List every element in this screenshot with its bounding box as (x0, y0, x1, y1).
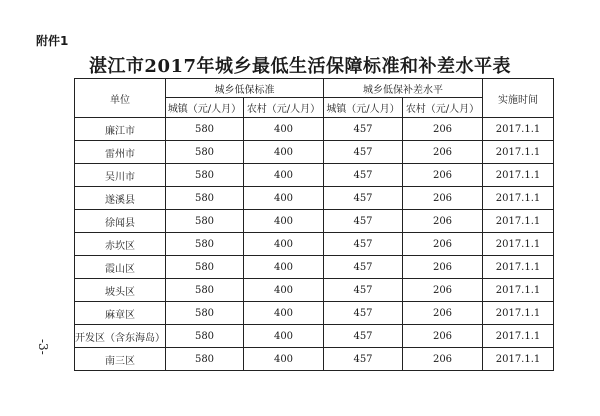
cell-urban-subsidy: 457 (324, 164, 403, 187)
cell-date: 2017.1.1 (483, 302, 554, 325)
cell-unit: 吴川市 (75, 164, 166, 187)
table-row (75, 256, 554, 279)
table-row (75, 302, 554, 325)
header-rural-standard: 农村（元/人月） (244, 98, 324, 118)
cell-date: 2017.1.1 (483, 187, 554, 210)
table-row (75, 164, 554, 187)
attachment-label: 附件1 (36, 34, 69, 48)
cell-urban-subsidy: 457 (324, 348, 403, 371)
cell-urban-subsidy: 457 (324, 233, 403, 256)
cell-urban-standard: 580 (166, 164, 244, 187)
cell-rural-standard: 400 (244, 118, 324, 141)
cell-date: 2017.1.1 (483, 325, 554, 348)
cell-rural-subsidy: 206 (403, 141, 483, 164)
cell-date: 2017.1.1 (483, 210, 554, 233)
cell-urban-subsidy: 457 (324, 210, 403, 233)
header-unit: 单位 (75, 79, 166, 118)
cell-date: 2017.1.1 (483, 256, 554, 279)
cell-rural-subsidy: 206 (403, 210, 483, 233)
cell-unit: 遂溪县 (75, 187, 166, 210)
cell-rural-standard: 400 (244, 233, 324, 256)
cell-date: 2017.1.1 (483, 348, 554, 371)
document-title: 湛江市2017年城乡最低生活保障标准和补差水平表 (88, 56, 512, 77)
standards-table (74, 78, 554, 371)
table-row (75, 279, 554, 302)
cell-urban-subsidy: 457 (324, 141, 403, 164)
cell-rural-subsidy: 206 (403, 164, 483, 187)
cell-urban-standard: 580 (166, 233, 244, 256)
cell-unit: 赤坎区 (75, 233, 166, 256)
cell-urban-subsidy: 457 (324, 118, 403, 141)
cell-rural-standard: 400 (244, 164, 324, 187)
cell-rural-standard: 400 (244, 348, 324, 371)
header-urban-subsidy: 城镇（元/人月） (324, 98, 403, 118)
cell-urban-standard: 580 (166, 210, 244, 233)
cell-urban-standard: 580 (166, 141, 244, 164)
cell-urban-standard: 580 (166, 279, 244, 302)
cell-urban-standard: 580 (166, 325, 244, 348)
cell-rural-subsidy: 206 (403, 348, 483, 371)
cell-unit: 徐闻县 (75, 210, 166, 233)
cell-rural-subsidy: 206 (403, 302, 483, 325)
cell-unit: 雷州市 (75, 141, 166, 164)
cell-urban-standard: 580 (166, 118, 244, 141)
cell-rural-subsidy: 206 (403, 256, 483, 279)
page-number: -3- (36, 339, 50, 355)
cell-unit: 廉江市 (75, 118, 166, 141)
table-row (75, 210, 554, 233)
table-row (75, 187, 554, 210)
cell-rural-standard: 400 (244, 256, 324, 279)
cell-unit: 霞山区 (75, 256, 166, 279)
cell-rural-standard: 400 (244, 302, 324, 325)
cell-unit: 南三区 (75, 348, 166, 371)
cell-date: 2017.1.1 (483, 279, 554, 302)
header-urban-standard: 城镇（元/人月） (166, 98, 244, 118)
table-row (75, 348, 554, 371)
cell-date: 2017.1.1 (483, 141, 554, 164)
cell-unit: 麻章区 (75, 302, 166, 325)
cell-urban-standard: 580 (166, 187, 244, 210)
cell-urban-subsidy: 457 (324, 187, 403, 210)
cell-rural-standard: 400 (244, 210, 324, 233)
header-row-groups (75, 79, 554, 98)
table-row (75, 325, 554, 348)
cell-urban-standard: 580 (166, 256, 244, 279)
cell-unit: 坡头区 (75, 279, 166, 302)
cell-date: 2017.1.1 (483, 233, 554, 256)
header-subsidy-group: 城乡低保补差水平 (324, 79, 483, 98)
header-date: 实施时间 (483, 79, 554, 118)
cell-urban-subsidy: 457 (324, 279, 403, 302)
cell-rural-standard: 400 (244, 279, 324, 302)
cell-rural-subsidy: 206 (403, 187, 483, 210)
cell-rural-subsidy: 206 (403, 118, 483, 141)
header-rural-subsidy: 农村（元/人月） (403, 98, 483, 118)
cell-rural-standard: 400 (244, 325, 324, 348)
cell-rural-subsidy: 206 (403, 325, 483, 348)
cell-urban-subsidy: 457 (324, 256, 403, 279)
cell-unit: 开发区（含东海岛） (75, 325, 166, 348)
cell-rural-subsidy: 206 (403, 279, 483, 302)
cell-date: 2017.1.1 (483, 164, 554, 187)
cell-rural-standard: 400 (244, 141, 324, 164)
table-row (75, 233, 554, 256)
cell-urban-subsidy: 457 (324, 302, 403, 325)
cell-rural-subsidy: 206 (403, 233, 483, 256)
cell-rural-standard: 400 (244, 187, 324, 210)
table-row (75, 118, 554, 141)
cell-date: 2017.1.1 (483, 118, 554, 141)
table-row (75, 141, 554, 164)
cell-urban-standard: 580 (166, 348, 244, 371)
header-standard-group: 城乡低保标准 (166, 79, 324, 98)
cell-urban-subsidy: 457 (324, 325, 403, 348)
cell-urban-standard: 580 (166, 302, 244, 325)
